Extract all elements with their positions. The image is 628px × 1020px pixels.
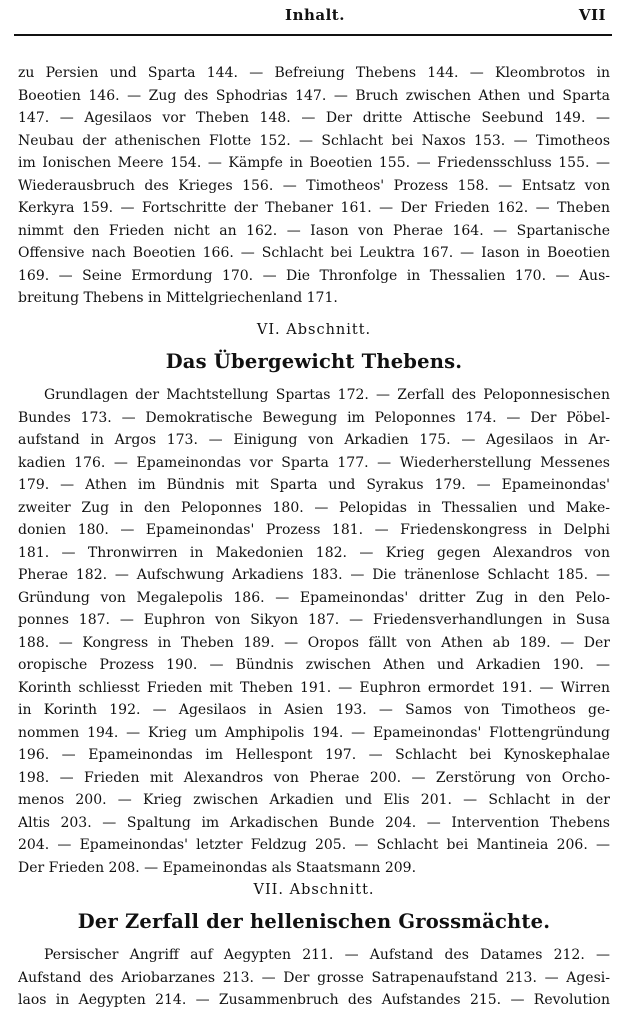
- text-line: im Ionischen Meere 154. — Kämpfe in Boeotien 155. — Friedensschluss 155. —: [18, 155, 610, 171]
- text-line: zu Persien und Sparta 144. — Befreiung Thebens 144. — Kleombrotos in: [18, 65, 610, 81]
- text-line: 196. — Epameinondas im Hellespont 197. — Schlacht bei Kynoskephalae: [18, 747, 610, 763]
- section-vii-body: [18, 944, 610, 1012]
- text-line: Der Frieden 208. — Epameinondas als Staatsmann 209.: [18, 859, 417, 876]
- section-vii-title: Der Zerfall der hellenischen Grossmächte.: [77, 910, 551, 933]
- text-line: breitung Thebens in Mittelgriechenland 171.: [18, 290, 338, 306]
- text-line: oropische Prozess 190. — Bündnis zwischen Athen und Arkadien 190. —: [18, 657, 610, 673]
- text-line: Wiederausbruch des Krieges 156. — Timotheos' Prozess 158. — Entsatz von: [18, 177, 610, 194]
- text-line: Aufstand des Ariobarzanes 213. — Der grosse Satrapenaufstand 213. — Agesi-: [18, 969, 610, 986]
- section-v-continuation: [18, 62, 610, 310]
- text-line: Grundlagen der Machtstellung Spartas 172. — Zerfall des Peloponnesischen: [44, 387, 610, 403]
- section-vii-label: VII. Abschnitt.: [253, 882, 375, 898]
- text-line: Altis 203. — Spaltung im Arkadischen Bunde 204. — Intervention Thebens: [18, 814, 610, 831]
- text-line: 188. — Kongress in Theben 189. — Oropos fällt von Athen ab 189. — Der: [18, 634, 610, 651]
- page-number: VII: [578, 6, 606, 24]
- text-line: Offensive nach Boeotien 166. — Schlacht bei Leuktra 167. — Iason in Boeotien: [18, 245, 610, 261]
- text-line: 169. — Seine Ermordung 170. — Die Thronfolge in Thessalien 170. — Aus-: [18, 267, 610, 284]
- text-line: 181. — Thronwirren in Makedonien 182. — Krieg gegen Alexandros von: [18, 544, 610, 561]
- text-line: nimmt den Frieden nicht an 162. — Iason von Pherae 164. — Spartanische: [18, 222, 610, 239]
- text-line: menos 200. — Krieg zwischen Arkadien und Elis 201. — Schlacht in der: [18, 792, 610, 808]
- text-line: Kerkyra 159. — Fortschritte der Thebaner 161. — Der Frieden 162. — Theben: [18, 200, 610, 216]
- text-line: 179. — Athen im Bündnis mit Sparta und Syrakus 179. — Epameinondas': [18, 477, 610, 493]
- section-vi-title: Das Übergewicht Thebens.: [165, 350, 463, 373]
- text-line: Neubau der athenischen Flotte 152. — Schlacht bei Naxos 153. — Timotheos: [18, 132, 610, 149]
- text-line: Persischer Angriff auf Aegypten 211. — Aufstand des Datames 212. —: [44, 947, 610, 963]
- text-line: ponnes 187. — Euphron von Sikyon 187. — Friedensverhandlungen in Susa: [18, 612, 610, 628]
- text-line: kadien 176. — Epameinondas vor Sparta 177. — Wiederherstellung Messenes: [18, 454, 610, 471]
- running-header: [18, 6, 612, 28]
- text-line: Pherae 182. — Aufschwung Arkadiens 183. — Die tränenlose Schlacht 185. —: [18, 567, 610, 583]
- text-line: Gründung von Megalepolis 186. — Epameinondas' dritter Zug in den Pelo-: [18, 589, 610, 606]
- text-line: aufstand in Argos 173. — Einigung von Arkadien 175. — Agesilaos in Ar-: [18, 432, 610, 448]
- text-line: donien 180. — Epameinondas' Prozess 181. — Friedenskongress in Delphi: [18, 522, 610, 538]
- section-vi-label: VI. Abschnitt.: [256, 322, 372, 338]
- header-rule: [14, 34, 612, 36]
- text-line: 147. — Agesilaos vor Theben 148. — Der dritte Attische Seebund 149. —: [18, 110, 610, 126]
- text-line: zweiter Zug in den Peloponnes 180. — Pelopidas in Thessalien und Make-: [18, 499, 610, 516]
- section-vi-body: [18, 384, 610, 879]
- text-line: 204. — Epameinondas' letzter Feldzug 205. — Schlacht bei Mantineia 206. —: [18, 837, 610, 853]
- text-line: Korinth schliesst Frieden mit Theben 191. — Euphron ermordet 191. — Wirren: [18, 679, 610, 696]
- text-line: in Korinth 192. — Agesilaos in Asien 193. — Samos von Timotheos ge-: [18, 702, 610, 718]
- text-line: 198. — Frieden mit Alexandros von Pherae 200. — Zerstörung von Orcho-: [18, 769, 610, 786]
- header-title: Inhalt.: [285, 6, 345, 24]
- text-line: Boeotien 146. — Zug des Sphodrias 147. — Bruch zwischen Athen und Sparta: [18, 87, 610, 104]
- text-line: laos in Aegypten 214. — Zusammenbruch des Aufstandes 215. — Revolution: [18, 992, 610, 1008]
- text-line: nommen 194. — Krieg um Amphipolis 194. — Epameinondas' Flottengründung: [18, 724, 610, 741]
- text-line: Bundes 173. — Demokratische Bewegung im Peloponnes 174. — Der Pöbel-: [18, 409, 610, 426]
